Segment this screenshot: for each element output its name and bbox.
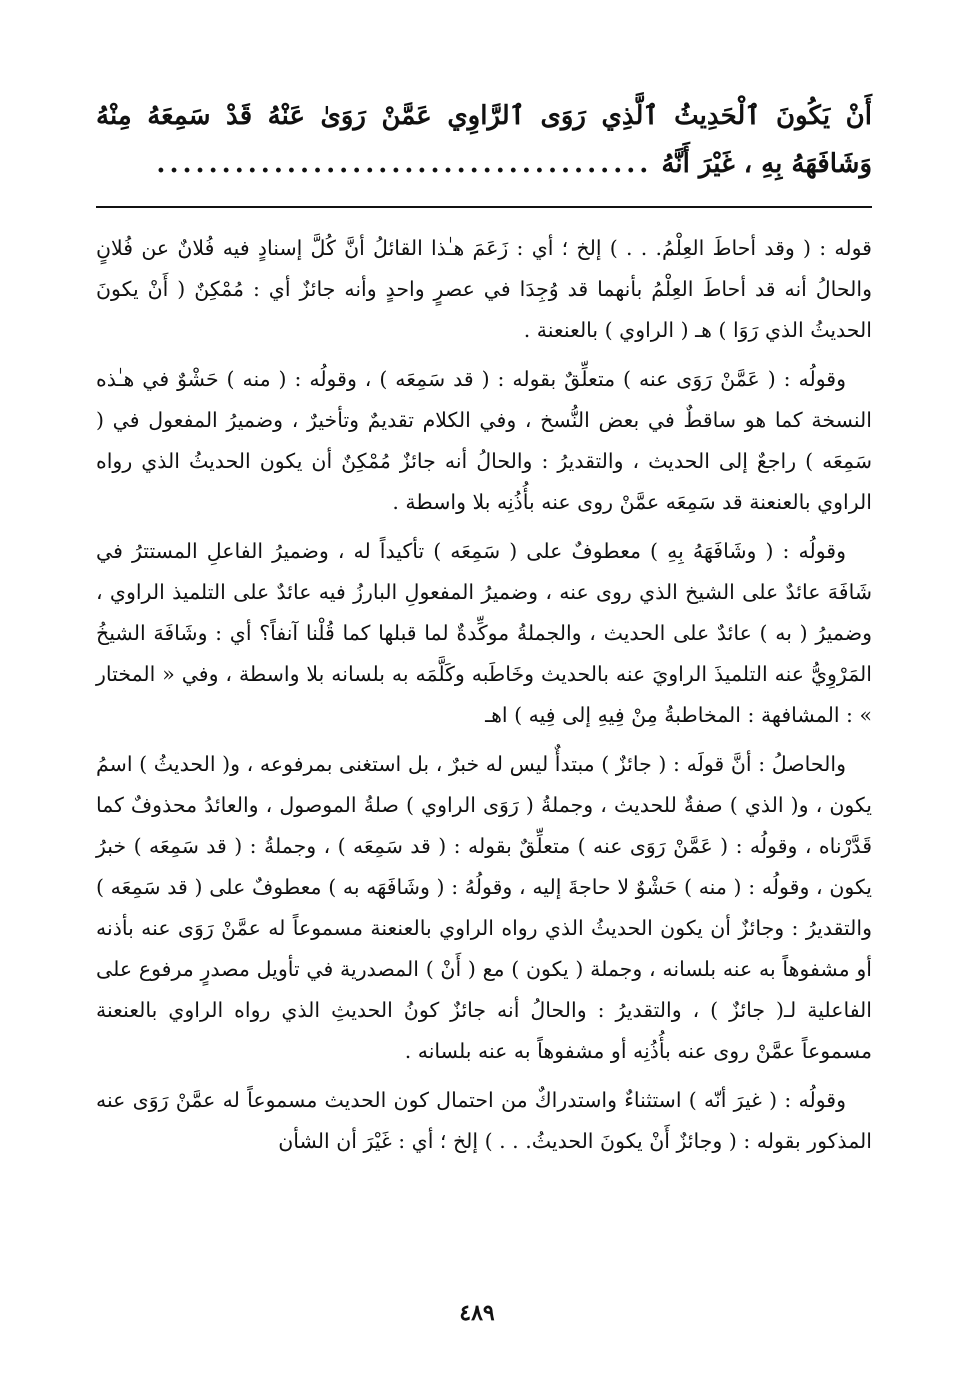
commentary-paragraph: وقولُه : ( عَمَّنْ رَوَى عنه ) متعلِّقٌ بقوله : ( قد سَمِعَه ) ، وقولُه : ( منه ) حَشْوٌ في هـٰذه النسخة كما هو ساقطٌ في بعض النُّسخ ، وفي الكلام تقديمٌ وتأخيرٌ ، وضميرُ المفعول في ( سَمِعَه ) راجعٌ إلى الحديث ، والتقديرُ : والحالُ أنه جائزٌ مُمْكِنٌ أن يكون الحديثُ الذي رواه الراوي بالعنعنة قد سَمِعَه عمَّنْ روى عنه بأُذُنِه بلا واسطة .: [96, 367, 872, 514]
commentary-paragraph: قوله : ( وقد أحاطَ العِلْمُ. . . ) إلخ ؛ أي : زَعَمَ هـٰذا القائلُ أنَّ كُلَّ إسنادٍ فيه فُلانٌ عن فُلانٍ والحالُ أنه قد أحاطَ العِلْمُ بأنهما قد وُجِدَا في عصرٍ واحدٍ وأنه جائزٌ أي : مُمْكِنٌ ( أَنْ يكونَ الحديثُ الذي رَوَا ) هـ ( الراوي ) بالعنعنة .: [96, 236, 872, 342]
commentary: [96, 228, 872, 1162]
matn-text: [96, 92, 872, 188]
commentary-paragraph: وقولُه : ( وشَافَهَهُ بِهِ ) معطوفٌ على ( سَمِعَه ) تأكيداً له ، وضميرُ الفاعلِ المستترُ في شَافَهَ عائدٌ على الشيخ الذي روى عنه ، وضميرُ المفعولِ البارزُ فيه عائدٌ على التلميذ الراوي ، وضميرُ ( به ) عائدٌ على الحديث ، والجملةُ موكِّدةٌ لما قبلها كما قُلْنا آنفاً؟ أي : وشَافَهَ الشيخُ المَرْوِيُّ عنه التلميذَ الراويَ عنه بالحديث وخَاطَبه وكَلَّمَه به بلسانه بلا واسطة ، وفي « المختار » : المشافهة : المخاطبةُ مِنْ فِيهِ إلى فِيه ) اهـ: [96, 539, 872, 727]
page-number: ٤٨٩: [459, 1300, 495, 1326]
matn-line: أَنْ يَكُونَ ٱلْحَدِيثُ ٱلَّذِي رَوَى ٱلرَّاوِي عَمَّنْ رَوَىٰ عَنْهُ قَدْ سَمِعَهُ مِنْهُ وَشَافَهَهُ بِهِ ، غَيْرَ أَنَّهُ: [96, 101, 872, 179]
commentary-paragraph: وقولُه : ( غيرَ أنّه ) استثناءٌ واستدراكٌ من احتمال كون الحديث مسموعاً له عمَّنْ رَوَى عنه المذكور بقوله : ( وجائزٌ أَنْ يكونَ الحديثُ. . . ) إلخ ؛ أي : غَيْرَ أن الشأن: [96, 1088, 872, 1153]
separator-rule: [96, 206, 872, 208]
matn-dots: ......................................: [156, 149, 653, 179]
page-body: [96, 92, 872, 1170]
commentary-paragraph: والحاصلُ : أنَّ قولَه : ( جائزٌ ) مبتدأٌ ليس له خبرٌ ، بل استغنى بمرفوعه ، و( الحديثُ ) اسمُ يكون ، و( الذي ) صفةٌ للحديث ، وجملةُ ( رَوَى الراوي ) صلةُ الموصول ، والعائدُ محذوفٌ كما قَدَّرْناه ، وقولُه : ( عَمَّنْ رَوَى عنه ) متعلِّقٌ بقوله : ( قد سَمِعَه ) ، وجملةُ : ( قد سَمِعَه ) خبرُ يكون ، وقولُه : ( منه ) حَشْوٌ لا حاجةَ إليه ، وقولُهُ : ( وشَافَهَه به ) معطوفٌ على ( قد سَمِعَه ) والتقديرُ : وجائزٌ أن يكون الحديثُ الذي رواه الراوي بالعنعنة مسموعاً له عمَّنْ رَوَى عنه بأذنه أو مشفوهاً به عنه بلسانه ، وجملة ( يكون ) مع ( أَنْ ) المصدرية في تأويل مصدرٍ مرفوع على الفاعلية لـ( جائزٌ ) ، والتقديرُ : والحالُ أنه جائزٌ كونُ الحديثِ الذي رواه الراوي بالعنعنة مسموعاً عمَّنْ روى عنه بأُذُنِه أو مشفوهاً به عنه بلسانه .: [96, 752, 872, 1063]
